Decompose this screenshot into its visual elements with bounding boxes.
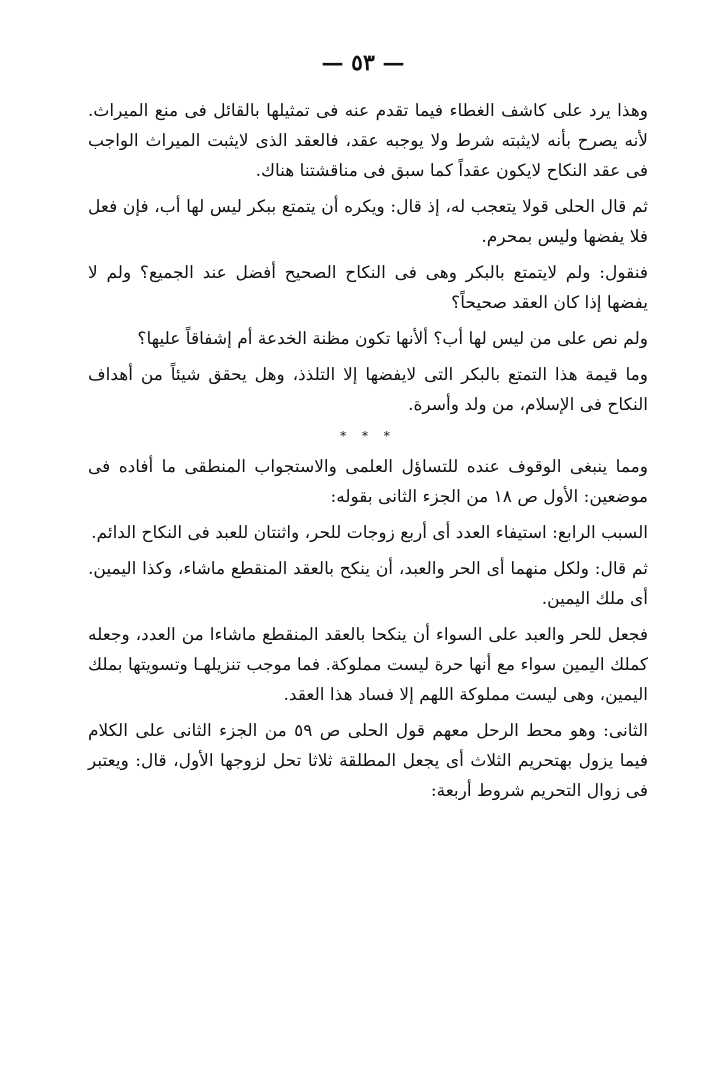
paragraph: ومما ينبغى الوقوف عنده للتساؤل العلمى والاستجواب المنطقى ما أفاده فى موضعين: الأول ص ١٨ من الجزء الثانى بقوله: [88, 457, 648, 507]
body-text [88, 96, 648, 812]
paragraph: وهذا يرد على كاشف الغطاء فيما تقدم عنه فى تمثيلها بالقائل فى منع الميراث. لأنه يصرح بأنه لايثبته شرط ولا يوجبه عقد، فالعقد الذى لايثبت الميراث الواجب فى عقد النكاح لايكون عقداً كما سبق فى مناقشتنا هناك. [88, 101, 648, 181]
paragraph: الثانى: وهو محط الرحل معهم قول الحلى ص ٥٩ من الجزء الثانى على الكلام فيما يزول بهتحريم الثلاث أى يجعل المطلقة ثلاثا تحل لزوجها الأول، قال: ويعتبر فى زوال التحريم شروط أربعة: [88, 721, 648, 801]
section-separator: * * * [340, 429, 396, 443]
paragraph: السبب الرابع: استيفاء العدد أى أربع زوجات للحر، واثنتان للعبد فى النكاح الدائم. [91, 523, 648, 543]
page-number: — ٥٣ — [321, 50, 405, 76]
paragraph: وما قيمة هذا التمتع بالبكر التى لايفضها إلا التلذذ، وهل يحقق شيئاً من أهداف النكاح فى الإسلام، من ولد وأسرة. [88, 365, 648, 415]
paragraph: فنقول: ولم لايتمتع بالبكر وهى فى النكاح الصحيح أفضل عند الجميع؟ ولم لا يفضها إذا كان العقد صحيحاً؟ [88, 263, 648, 313]
paragraph: ثم قال: ولكل منهما أى الحر والعبد، أن ينكح بالعقد المنقطع ماشاء، وكذا اليمين. أى ملك اليمين. [88, 559, 648, 609]
paragraph: ثم قال الحلى قولا يتعجب له، إذ قال: ويكره أن يتمتع ببكر ليس لها أب، فإن فعل فلا يفضها وليس بمحرم. [88, 197, 648, 247]
paragraph: ولم نص على من ليس لها أب؟ ألأنها تكون مظنة الخدعة أم إشفاقاً عليها؟ [137, 329, 648, 349]
paragraph: فجعل للحر والعبد على السواء أن ينكحا بالعقد المنقطع ماشاءا من العدد، وجعله كملك اليمين سواء مع أنها حرة ليست مملوكة. فما موجب تنزيلهـا وتسويتها بملك اليمين، وهى ليست مملوكة اللهم إلا فساد هذا العقد. [88, 625, 648, 705]
